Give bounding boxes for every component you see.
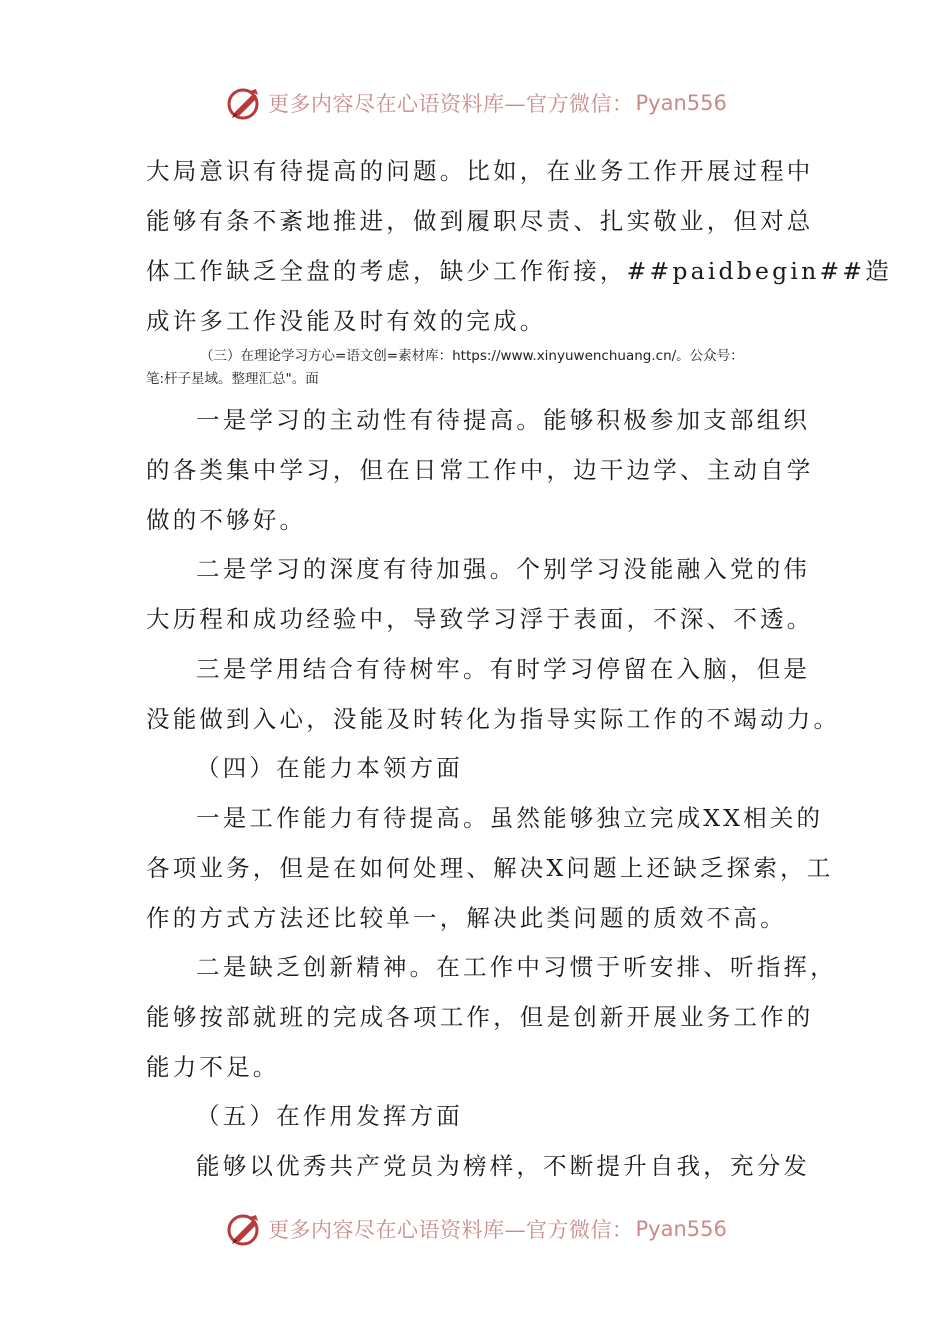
- section-heading: （五）在作用发挥方面: [196, 1102, 463, 1130]
- text-line: 能够按部就班的完成各项工作，但是创新开展业务工作的: [146, 1003, 814, 1031]
- header-watermark-banner: [226, 83, 727, 123]
- text-line: 大局意识有待提高的问题。比如，在业务工作开展过程中: [146, 157, 814, 185]
- text-line: 二是学习的深度有待加强。个别学习没能融入党的伟: [196, 555, 811, 583]
- text-line: 成许多工作没能及时有效的完成。: [146, 307, 547, 335]
- inline-note-line-2: 笔:杆子星域。整理汇总"。面: [146, 371, 319, 387]
- banner-wechat-id: Pyan556: [635, 91, 727, 115]
- text-line: 体工作缺乏全盘的考虑，缺少工作衔接，##paidbegin##造: [146, 257, 892, 285]
- text-line: 大历程和成功经验中，导致学习浮于表面，不深、不透。: [146, 605, 814, 633]
- text-line: 能力不足。: [146, 1053, 280, 1081]
- banner-text: 更多内容尽在心语资料库—官方微信：: [268, 92, 634, 116]
- text-line: 一是工作能力有待提高。虽然能够独立完成XX相关的: [196, 804, 824, 832]
- text-line: 三是学用结合有待树牢。有时学习停留在入脑，但是: [196, 655, 811, 683]
- section-heading: （四）在能力本领方面: [196, 754, 463, 782]
- pen-logo-icon: [226, 1211, 262, 1247]
- banner-text: 更多内容尽在心语资料库—官方微信：: [268, 1218, 634, 1242]
- text-line: 能够以优秀共产党员为榜样，不断提升自我，充分发: [196, 1152, 811, 1180]
- banner-wechat-id: Pyan556: [635, 1217, 727, 1241]
- text-line: 的各类集中学习，但在日常工作中，边干边学、主动自学: [146, 456, 814, 484]
- text-line: 作的方式方法还比较单一，解决此类问题的质效不高。: [146, 904, 787, 932]
- pen-logo-icon: [226, 85, 262, 121]
- inline-note-line-1: （三）在理论学习方心=语文创=素材库：https://www.xinyuwenchuang.cn/。公众号：: [200, 348, 744, 364]
- text-line: 二是缺乏创新精神。在工作中习惯于听安排、听指挥，: [196, 953, 837, 981]
- text-line: 做的不够好。: [146, 506, 307, 534]
- text-line: 没能做到入心，没能及时转化为指导实际工作的不竭动力。: [146, 705, 841, 733]
- text-line: 各项业务，但是在如何处理、解决X问题上还缺乏探索，工: [146, 854, 834, 882]
- text-line: 能够有条不紊地推进，做到履职尽责、扎实敬业，但对总: [146, 207, 814, 235]
- text-line: 一是学习的主动性有待提高。能够积极参加支部组织: [196, 406, 811, 434]
- footer-watermark-banner: [226, 1209, 727, 1249]
